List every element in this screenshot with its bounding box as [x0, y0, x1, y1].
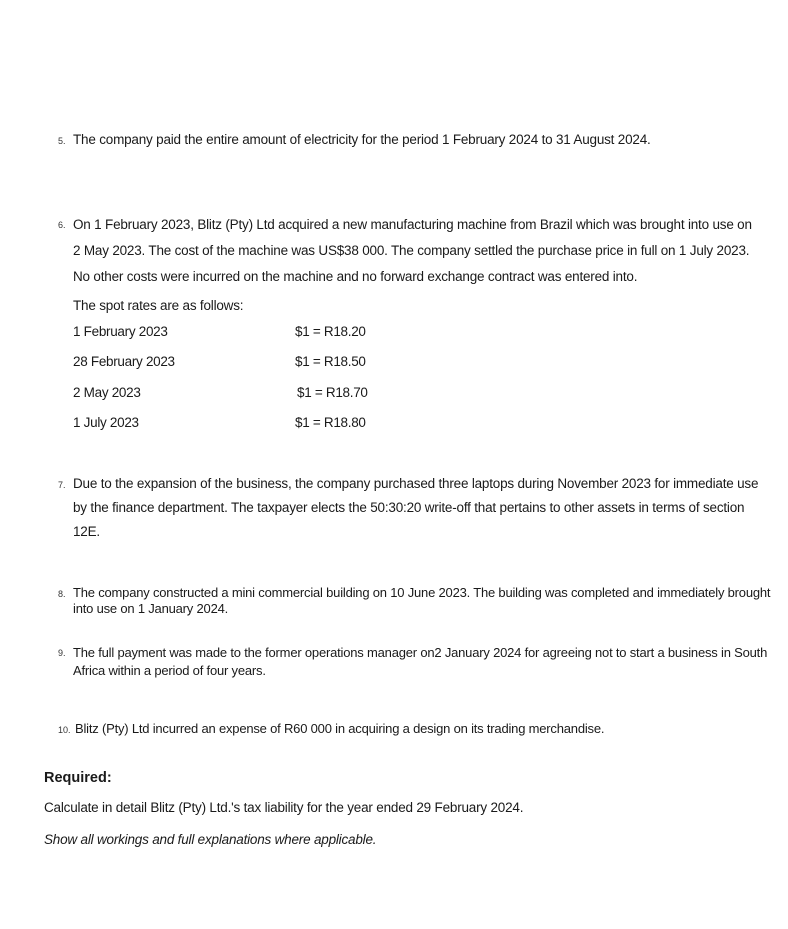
item-text [73, 132, 774, 147]
item-7 [58, 476, 774, 544]
rate-value: $1 = R18.80 [295, 415, 366, 430]
item-5 [58, 132, 774, 147]
item-number: 6. [58, 220, 66, 230]
required-instruction: Calculate in detail Blitz (Pty) Ltd.'s tax liability for the year ended 29 February 2024. [44, 800, 524, 815]
item-text [75, 721, 774, 736]
rate-row [73, 415, 393, 435]
item-line: No other costs were incurred on the machine and no forward exchange contract was entered into. [73, 269, 638, 284]
item-line: Blitz (Pty) Ltd incurred an expense of R60 000 in acquiring a design on its trading merchandise. [75, 721, 605, 736]
item-line: into use on 1 January 2024. [73, 601, 229, 616]
item-8 [58, 585, 774, 617]
item-line: 12E. [73, 524, 100, 539]
item-6 [58, 216, 774, 322]
rate-row [73, 385, 393, 405]
item-line: Due to the expansion of the business, the company purchased three laptops during November 2023 for immediate use [73, 476, 759, 491]
item-line: 2 May 2023. The cost of the machine was US$38 000. The company settled the purchase price in full on 1 July 2023. [73, 243, 750, 258]
item-number: 5. [58, 136, 66, 146]
item-line: The company paid the entire amount of electricity for the period 1 February 2024 to 31 August 2024. [73, 132, 651, 147]
item-text [73, 644, 774, 680]
item-10 [58, 721, 774, 736]
item-number: 10. [58, 725, 71, 735]
required-heading: Required: [44, 770, 112, 786]
item-line: On 1 February 2023, Blitz (Pty) Ltd acquired a new manufacturing machine from Brazil which was brought into use on [73, 217, 752, 232]
rate-value: $1 = R18.70 [297, 385, 368, 400]
rate-row [73, 324, 393, 344]
rate-row [73, 354, 393, 374]
item-text [73, 212, 774, 322]
item-number: 7. [58, 480, 66, 490]
item-number: 9. [58, 648, 66, 658]
required-note: Show all workings and full explanations where applicable. [44, 832, 377, 847]
item-line: The full payment was made to the former operations manager on2 January 2024 for agreeing not to start a business in South [73, 645, 768, 660]
item-line: The spot rates are as follows: [73, 298, 244, 313]
item-line: Africa within a period of four years. [73, 663, 266, 678]
rate-date: 1 February 2023 [73, 324, 168, 339]
item-line: The company constructed a mini commercial building on 10 June 2023. The building was completed and immediately brought [73, 585, 771, 600]
item-number: 8. [58, 589, 66, 599]
item-text [73, 472, 774, 544]
rate-date: 2 May 2023 [73, 385, 141, 400]
rate-value: $1 = R18.20 [295, 324, 366, 339]
rate-date: 28 February 2023 [73, 354, 175, 369]
rate-date: 1 July 2023 [73, 415, 139, 430]
item-line: by the finance department. The taxpayer elects the 50:30:20 write-off that pertains to other assets in terms of section [73, 500, 745, 515]
rate-value: $1 = R18.50 [295, 354, 366, 369]
item-9 [58, 644, 774, 680]
item-text [73, 585, 774, 617]
